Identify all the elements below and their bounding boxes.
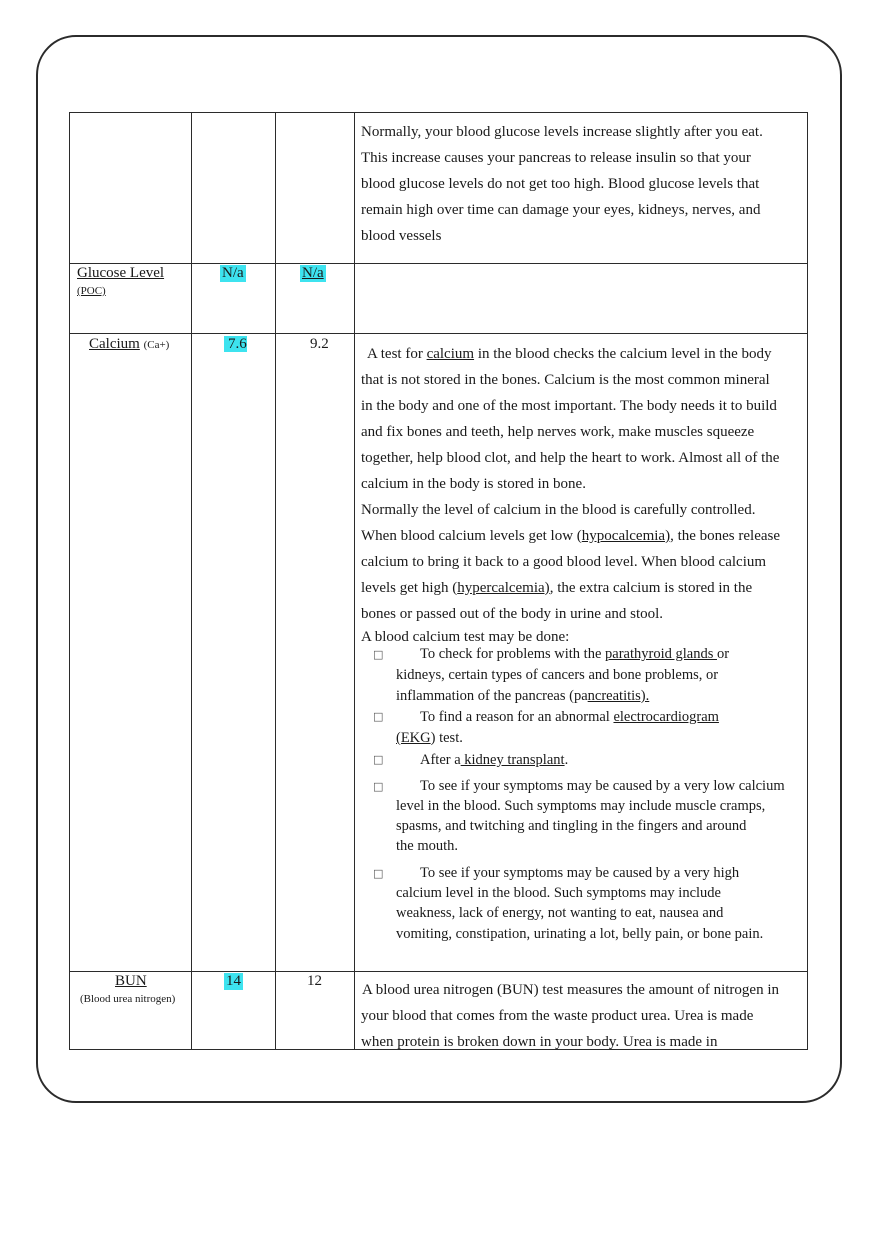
checkbox-bullet-icon: □	[373, 648, 384, 661]
calcium-link[interactable]: calcium	[426, 346, 475, 362]
glucose-test-name: Glucose Level	[77, 265, 165, 281]
checkbox-bullet-icon: □	[373, 867, 384, 880]
lab-results-table: Normally, your blood glucose levels increase slightly after you eat. This increase causes your pancreas to release insulin so that your blood glucose levels do not get too high. Blood glucose levels that remain high over time can damage your eyes, kidneys, nerves, and blood vessels Glucose Level (POC) N/a N/a Calcium (Ca+) 7.6 9.2 A test for calcium in the blood checks the calcium level in the body that is not stored in the bones. Calcium is the most common mineral in the body and one of the most important. The body needs it to build and fix bones and teeth, help nerves work, make muscles squeeze together, help blood clot, and help the heart to work. Almost all of the calcium in the body is stored in bone. Normally the level of calcium in the blood is carefully controlled. When blood calcium levels get low (hypocalcemia), the bones release calcium to bring it back to a good blood level. When blood calcium levels get high (hypercalcemia), the extra calcium is stored in the bones or passed out of the body in urine and stool. A blood calcium test may be done: □ To check for problems with the parathyroid glands or kidneys, certain types of cancers and bone problems, or inflammation of the pancreas (pancreatitis). □ To find a reason for an abnormal electrocardiogram (EKG) test. □ After a kidney transplant. □ To see if your symptoms may be caused by a very low calcium level in the blood. Such symptoms may include muscle cramps, spasms, and twitching and tingling in the fingers and around the mouth. □ To see if your symptoms may be caused by a very high calcium level in the blood. Such symptoms may include weakness, lack of energy, not wanting to eat, nausea and vomiting, constipation, urinating a lot, belly pain, or bone pain. BUN (Blood urea nitrogen) 14 12 A blood urea nitrogen (BUN) test measures the amount of nitrogen in your blood that comes from the waste product urea. Urea is made when protein is broken down in your body. Urea is made in	[69, 112, 808, 1050]
column-divider	[191, 112, 192, 1050]
column-divider	[807, 112, 808, 1050]
list-intro: A blood calcium test may be done:	[361, 629, 570, 645]
calcium-test-name: Calcium	[89, 336, 140, 352]
hypercalcemia-line: levels get high (hypercalcemia), the extra calcium is stored in the	[361, 580, 753, 596]
bun-test-subtitle: (Blood urea nitrogen)	[80, 993, 176, 1005]
kidney-transplant-link[interactable]: kidney transplant	[460, 752, 565, 768]
checkbox-bullet-icon: □	[373, 780, 384, 793]
column-divider	[354, 112, 355, 1050]
glucose-value-2: N/a	[302, 265, 324, 281]
column-divider	[275, 112, 276, 1050]
calcium-value-2: 9.2	[310, 336, 329, 352]
bun-test-name: BUN	[115, 973, 147, 989]
row-divider	[69, 263, 808, 264]
glucose-test-subtitle: (POC)	[77, 285, 106, 297]
checkbox-bullet-icon: □	[373, 710, 384, 723]
electrocardiogram-link[interactable]: electrocardiogram	[613, 709, 719, 725]
bullet-item: To see if your symptoms may be caused by a very high	[420, 865, 740, 881]
calcium-test-subtitle: (Ca+)	[143, 339, 170, 351]
calcium-first-line: A test for calcium in the blood checks the calcium level in the body	[367, 346, 772, 362]
hypercalcemia-link[interactable]: hypercalcemia)	[457, 580, 550, 596]
row-divider	[69, 971, 808, 972]
bullet-item: To see if your symptoms may be caused by a very low calcium	[420, 778, 785, 794]
hypocalcemia-line: When blood calcium levels get low (hypocalcemia), the bones release	[361, 528, 781, 544]
bullet-item: After a kidney transplant.	[420, 752, 569, 768]
ekg-link[interactable]: (EKG	[396, 730, 431, 746]
column-divider	[69, 112, 70, 1050]
pancreatitis-link[interactable]: ncreatitis).	[587, 688, 650, 704]
calcium-test-label	[89, 336, 169, 353]
bun-value-2: 12	[307, 973, 322, 989]
hypocalcemia-link[interactable]: hypocalcemia)	[581, 528, 671, 544]
bun-value-1: 14	[226, 973, 241, 989]
table-border-top	[69, 112, 808, 113]
bullet-item: To find a reason for an abnormal electrocardiogram	[420, 709, 719, 725]
glucose-value-1: N/a	[222, 265, 244, 281]
checkbox-bullet-icon: □	[373, 753, 384, 766]
bullet-item: To check for problems with the parathyroid glands or	[420, 646, 730, 662]
parathyroid-link[interactable]: parathyroid glands	[605, 646, 717, 662]
row-divider	[69, 333, 808, 334]
calcium-value-1: 7.6	[224, 336, 247, 353]
